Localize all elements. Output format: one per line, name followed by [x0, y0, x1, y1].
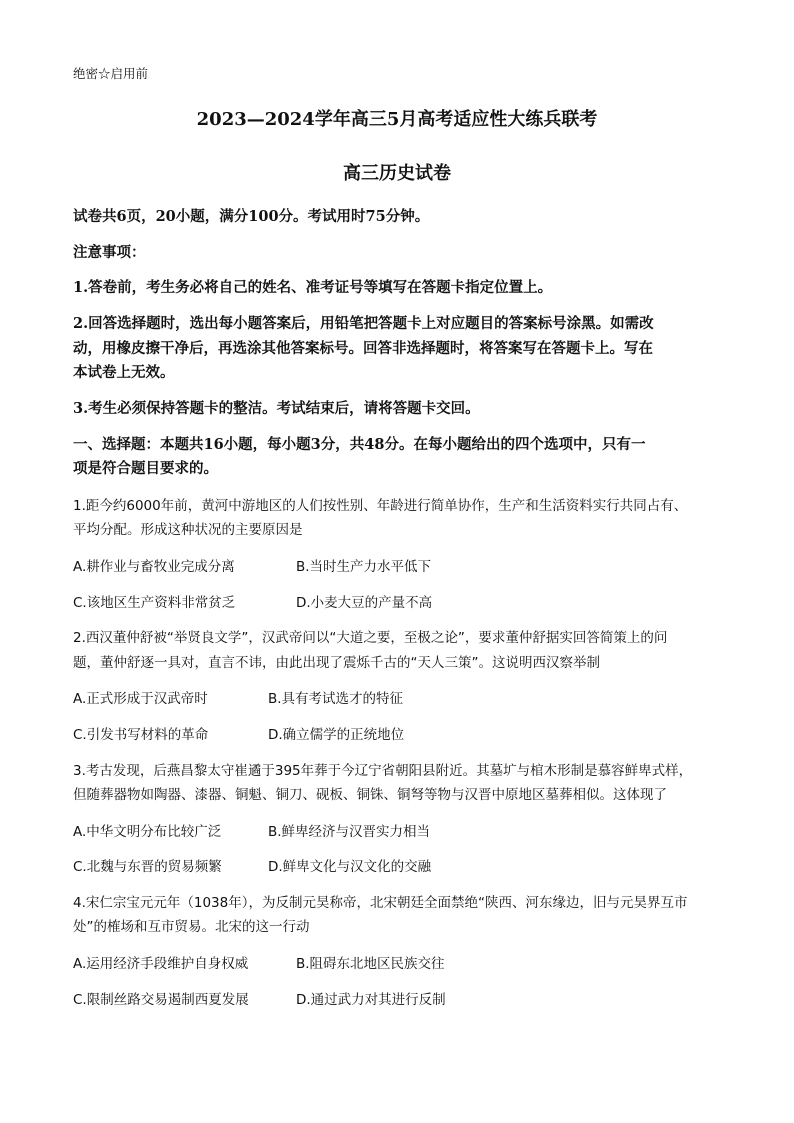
- question-3-option-b: B.鲜卑经济与汉晋实力相当: [268, 824, 431, 840]
- question-4-text: 4.宋仁宗宝元元年（1038年），为反制元昊称帝，北宋朝廷全面禁绝“陕西、河东缘边，旧与元昊界互市: [73, 895, 688, 911]
- question-1-option-a: A.耕作业与畜牧业完成分离: [73, 559, 235, 575]
- question-3-text-cont: 但随葬器物如陶器、漆器、铜魁、铜刀、砚板、铜铢、铜弩等物与汉晋中原地区墓葬相似。这体现了: [73, 787, 667, 803]
- question-1-option-b: B.当时生产力水平低下: [296, 559, 432, 575]
- question-3-option-d: D.鲜卑文化与汉文化的交融: [268, 859, 432, 875]
- question-3-option-c: C.北魏与东晋的贸易频繁: [73, 859, 222, 875]
- question-4-option-b: B.阻碍东北地区民族交往: [296, 956, 445, 972]
- note-item: 2.回答选择题时，选出每小题答案后，用铅笔把答题卡上对应题目的答案标号涂黑。如需改: [73, 315, 654, 332]
- question-4-option-d: D.通过武力对其进行反制: [296, 992, 446, 1008]
- section-heading-cont: 项是符合题目要求的。: [73, 460, 218, 477]
- question-2-option-c: C.引发书写材料的革命: [73, 727, 209, 743]
- confidential-mark: 绝密☆启用前: [73, 66, 149, 81]
- exam-title: 2023—2024学年高三5月高考适应性大练兵联考: [196, 109, 598, 130]
- question-4-option-c: C.限制丝路交易遏制西夏发展: [73, 992, 249, 1008]
- question-1-text: 1.距今约6000年前，黄河中游地区的人们按性别、年龄进行简单协作，生产和生活资料实行共同占有、: [73, 498, 688, 514]
- exam-intro: 试卷共6页，20小题，满分100分。考试用时75分钟。: [73, 208, 430, 225]
- question-4-text-cont: 处”的榷场和互市贸易。北宋的这一行动: [73, 919, 310, 935]
- question-2-text-cont: 题，董仲舒逐一具对，直言不讳，由此出现了震烁千古的“天人三策”。这说明西汉察举制: [73, 655, 600, 671]
- question-2-text: 2.西汉董仲舒被“举贤良文学”，汉武帝问以“大道之要，至极之论”，要求董仲舒据实回答简策上的问: [73, 630, 668, 646]
- notes-heading: 注意事项：: [73, 244, 146, 261]
- question-1-text-cont: 平均分配。形成这种状况的主要原因是: [73, 522, 303, 538]
- note-item: 本试卷上无效。: [73, 364, 175, 381]
- question-1-option-c: C.该地区生产资料非常贫乏: [73, 595, 236, 611]
- section-heading: 一、选择题：本题共16小题，每小题3分，共48分。在每小题给出的四个选项中，只有一: [73, 436, 646, 453]
- note-item: 1.答卷前，考生务必将自己的姓名、准考证号等填写在答题卡指定位置上。: [73, 279, 553, 296]
- question-1-option-d: D.小麦大豆的产量不高: [296, 595, 433, 611]
- question-2-option-d: D.确立儒学的正统地位: [268, 727, 405, 743]
- question-3-text: 3.考古发现，后燕昌黎太守崔遹于395年葬于今辽宁省朝阳县附近。其墓圹与棺木形制是慕容鲜卑式样，: [73, 763, 693, 779]
- note-item: 动，用橡皮擦干净后，再选涂其他答案标号。回答非选择题时，将答案写在答题卡上。写在: [73, 340, 653, 357]
- question-3-option-a: A.中华文明分布比较广泛: [73, 824, 222, 840]
- question-2-option-b: B.具有考试选才的特征: [268, 691, 404, 707]
- note-item: 3.考生必须保持答题卡的整洁。考试结束后，请将答题卡交回。: [73, 400, 480, 417]
- subject-title: 高三历史试卷: [343, 163, 451, 184]
- question-2-option-a: A.正式形成于汉武帝时: [73, 691, 208, 707]
- question-4-option-a: A.运用经济手段维护自身权威: [73, 956, 249, 972]
